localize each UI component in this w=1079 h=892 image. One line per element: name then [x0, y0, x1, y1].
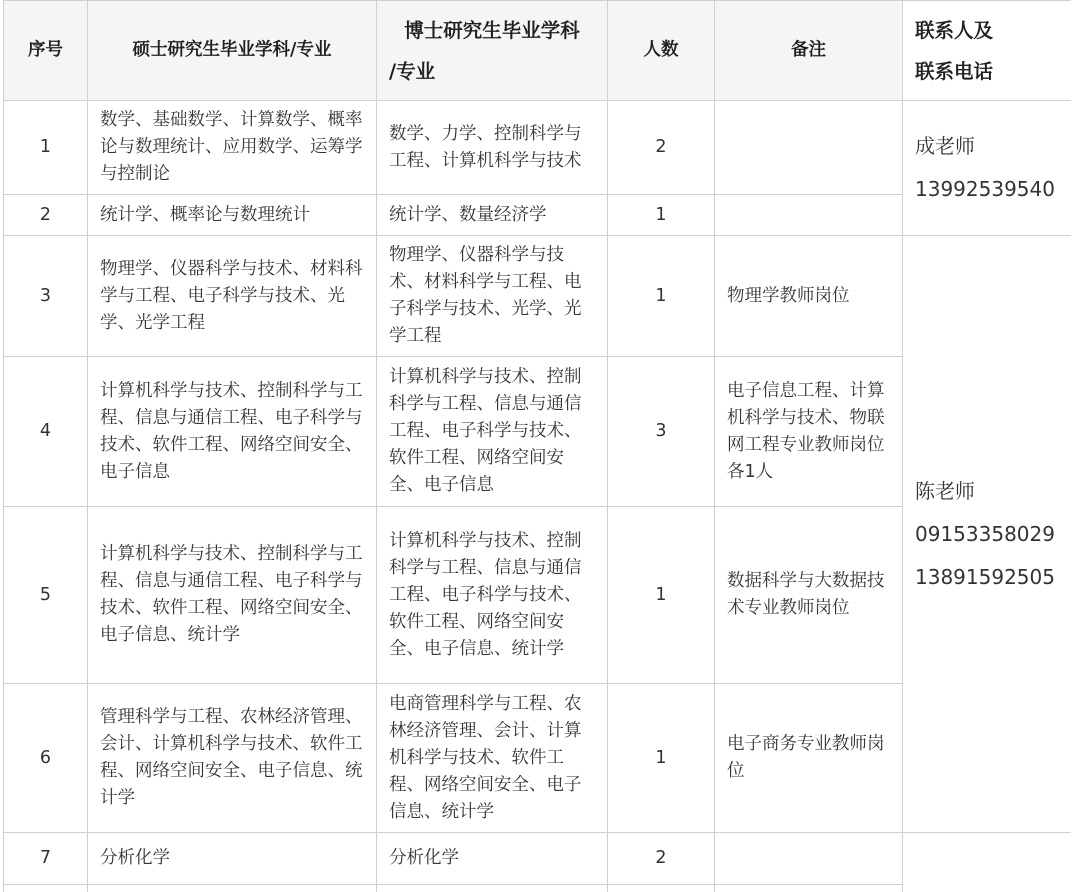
row-master-major: 数学、基础数学、计算数学、概率论与数理统计、应用数学、运筹学与控制论 — [88, 101, 377, 195]
row-phd-major: 电商管理科学与工程、农林经济管理、会计、计算机科学与技术、软件工程、网络空间安全、电子信息、统计学 — [377, 684, 608, 833]
row-phd-major: 数学、力学、控制科学与工程、计算机科学与技术 — [377, 101, 608, 195]
header-contact-line2: 联系电话 — [915, 59, 994, 83]
contact-cell-1 — [903, 101, 1072, 236]
row-master-major: 分析化学 — [88, 833, 377, 885]
header-contact — [903, 1, 1072, 101]
row-phd-major: 统计学、数量经济学 — [377, 195, 608, 236]
row-master-major: 计算机科学与技术、控制科学与工程、信息与通信工程、电子科学与技术、软件工程、网络空间安全、电子信息、统计学 — [88, 507, 377, 684]
row-index: 3 — [4, 236, 88, 357]
row-remark: 物理学教师岗位 — [715, 236, 903, 357]
row-phd-major: 物理学、仪器科学与技术、材料科学与工程、电子科学与技术、光学、光学工程 — [377, 236, 608, 357]
row-index: 1 — [4, 101, 88, 195]
contact-phone: 09153358029 — [915, 521, 1055, 546]
row-remark: 数据科学与大数据技术专业教师岗位 — [715, 507, 903, 684]
header-contact-line1: 联系人及 — [915, 18, 994, 42]
row-index: 5 — [4, 507, 88, 684]
recruitment-table — [3, 0, 1071, 892]
contact-cell-2 — [903, 236, 1072, 833]
row-index: 7 — [4, 833, 88, 885]
row-remark — [715, 101, 903, 195]
row-master-major: 物理学、仪器科学与技术、材料科学与工程、电子科学与技术、光学、光学工程 — [88, 236, 377, 357]
row-count: 2 — [608, 101, 715, 195]
table-row — [4, 236, 1072, 357]
row-count: 1 — [608, 507, 715, 684]
row-phd-major: 计算机科学与技术、控制科学与工程、信息与通信工程、电子科学与技术、软件工程、网络空间安全、电子信息、统计学 — [377, 507, 608, 684]
row-master-major: 计算机科学与技术、控制科学与工程、信息与通信工程、电子科学与技术、软件工程、网络空间安全、电子信息 — [88, 357, 377, 507]
row-remark — [715, 195, 903, 236]
header-phd-major — [377, 1, 608, 101]
header-remark: 备注 — [715, 1, 903, 101]
header-master-major: 硕士研究生毕业学科/专业 — [88, 1, 377, 101]
header-row — [4, 1, 1072, 101]
row-count: 2 — [608, 833, 715, 885]
recruitment-table-frame — [3, 0, 1071, 892]
row-count: 1 — [608, 236, 715, 357]
header-phd-line2: /专业 — [389, 59, 436, 83]
row-remark: 电子商务专业教师岗位 — [715, 684, 903, 833]
table-row — [4, 101, 1072, 195]
row-phd-major: 分析化学 — [377, 833, 608, 885]
row-count: 1 — [608, 195, 715, 236]
header-count: 人数 — [608, 1, 715, 101]
contact-cell-3 — [903, 833, 1072, 892]
row-count: 3 — [608, 357, 715, 507]
row-index: 6 — [4, 684, 88, 833]
contact-name: 陈老师 — [915, 478, 975, 503]
header-index: 序号 — [4, 1, 88, 101]
row-master-major: 管理科学与工程、农林经济管理、会计、计算机科学与技术、软件工程、网络空间安全、电子信息、统计学 — [88, 684, 377, 833]
row-index: 4 — [4, 357, 88, 507]
row-phd-major: 计算机科学与技术、控制科学与工程、信息与通信工程、电子科学与技术、软件工程、网络空间安全、电子信息 — [377, 357, 608, 507]
contact-phone: 13891592505 — [915, 564, 1055, 589]
header-phd-line1: 博士研究生毕业学科 — [404, 18, 580, 42]
contact-name: 成老师 — [915, 134, 975, 158]
contact-phone: 13992539540 — [915, 177, 1055, 201]
row-remark: 电子信息工程、计算机科学与技术、物联网工程专业教师岗位各1人 — [715, 357, 903, 507]
row-remark — [715, 833, 903, 885]
table-row — [4, 833, 1072, 885]
row-count: 1 — [608, 684, 715, 833]
row-index: 2 — [4, 195, 88, 236]
row-master-major: 统计学、概率论与数理统计 — [88, 195, 377, 236]
